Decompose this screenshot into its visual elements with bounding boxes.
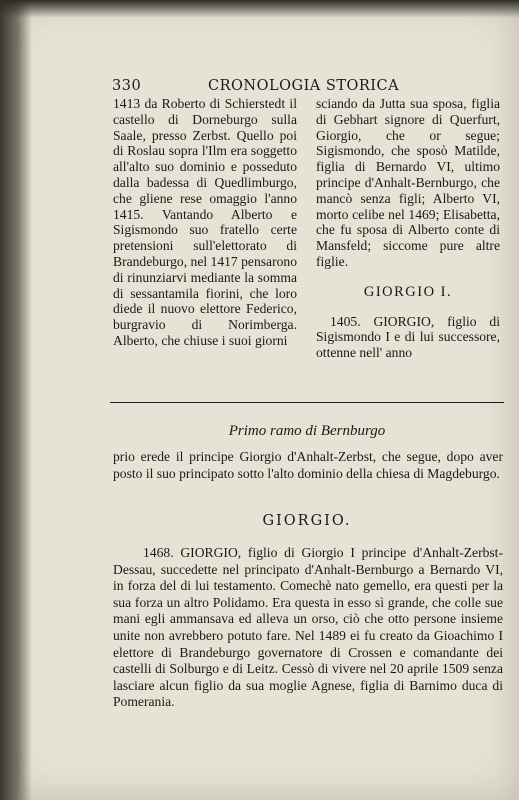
running-title: CRONOLOGIA STORICA [208,78,400,94]
page-top-edge [0,0,519,18]
section-title: Primo ramo di Bernburgo [228,423,386,439]
giorgio-i-heading: GIORGIO I. [363,283,453,300]
right-column [316,96,500,361]
giorgio-heading: GIORGIO. [262,513,352,529]
page-number: 330 [112,78,142,94]
right-column-text-bottom: 1405. GIORGIO, figlio di Sigismondo I e di lui successore, ottenne nell' anno [316,313,500,361]
right-column-text-top: sciando da Jutta sua sposa, figlia di Gebhart signore di Querfurt, Giorgio, che or segue; Sigismondo, che sposò Matilde, figlia di Bernardo VI, ultimo principe d'Anhalt-Bernburgo, che mancò senza figli; Alberto VI, morto celibe nel 1469; Elisabetta, che fu sposa di Alberto conte di Mansfeld; siccome pure altre figlie. [316,96,500,269]
left-column [113,96,297,349]
giorgio-entry-text: 1468. GIORGIO, figlio di Giorgio I principe d'Anhalt-Zerbst-Dessau, succedette nel principato d'Anhalt-Bernburgo a Bernardo VI, in forza del di lui testamento. Comechè nato gemello, era questi per la sua forza un altro Polidamo. Era questa in esso sì grande, che colle sue mani egli ammansava ed alleva un orso, ciò che otto persone insieme unite non avrebbero potuto fare. Nel 1489 ei fu creato da Gioachimo I elettore di Brandeburgo governatore di Crossen e comandante dei castelli di Solburgo e di Leitz. Cessò di vivere nel 20 aprile 1509 senza lasciare alcun figlio da sua moglie Agnese, figlia di Barnimo duca di Pomerania. [113,545,503,710]
section-intro [113,449,503,482]
left-column-text: 1413 da Roberto di Schierstedt il castello di Dorneburgo sulla Saale, presso Zerbst. Quello poi di Roslau sopra l'Ilm era soggetto all'alto suo dominio e posseduto dalla badessa di Quedlimburgo, che gliene rese omaggio l'anno 1415. Vantando Alberto e Sigismondo suo fratello certe pretensioni sull'elettorato di Brandeburgo, nel 1417 pensarono di rinunziarvi mediante la somma di sessantamila fiorini, che loro diede il nuovo elettore Federico, burgravio di Norimberga. Alberto, che chiuse i suoi giorni [113,96,297,348]
running-header [112,78,472,98]
page-gutter-shadow [0,0,32,800]
section-divider [110,402,504,403]
giorgio-entry [113,545,503,711]
section-intro-text: prio erede il principe Giorgio d'Anhalt-Zerbst, che segue, dopo aver posto il suo principato sotto l'alto dominio della chiesa di Magdeburgo. [113,449,503,481]
